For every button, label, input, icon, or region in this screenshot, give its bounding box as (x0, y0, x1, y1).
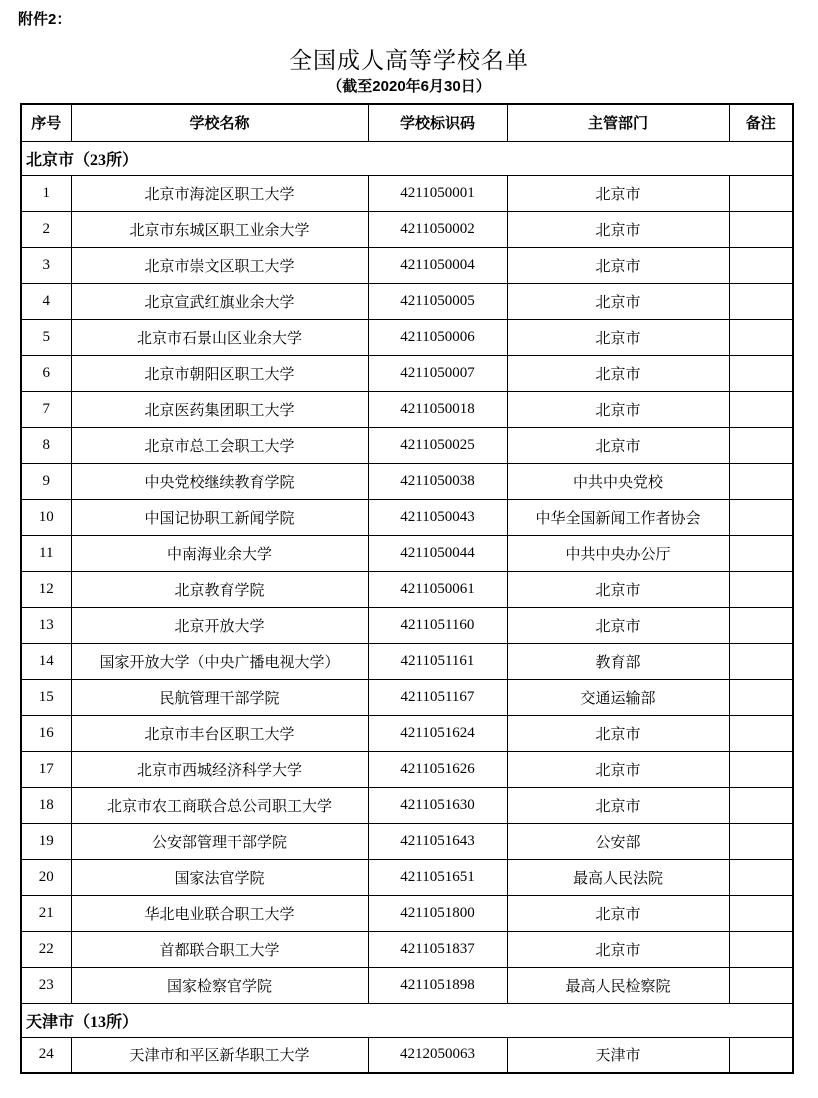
table-row (21, 967, 793, 1003)
cell-remark (729, 607, 793, 643)
cell-index: 13 (21, 607, 71, 643)
table-row (21, 571, 793, 607)
cell-remark (729, 175, 793, 211)
cell-index: 14 (21, 643, 71, 679)
cell-authority: 教育部 (507, 643, 729, 679)
table-row (21, 175, 793, 211)
cell-authority: 天津市 (507, 1037, 729, 1073)
cell-school-name: 北京市东城区职工业余大学 (71, 211, 368, 247)
school-table (20, 103, 794, 1074)
cell-school-code: 4211050006 (368, 319, 507, 355)
cell-school-code: 4211051643 (368, 823, 507, 859)
table-row (21, 787, 793, 823)
cell-index: 16 (21, 715, 71, 751)
page-title: 全国成人高等学校名单 (289, 48, 529, 73)
cell-index: 23 (21, 967, 71, 1003)
cell-index: 9 (21, 463, 71, 499)
cell-school-code: 4211051160 (368, 607, 507, 643)
cell-authority: 北京市 (507, 391, 729, 427)
table-row (21, 463, 793, 499)
cell-index: 2 (21, 211, 71, 247)
cell-school-code: 4211050005 (368, 283, 507, 319)
cell-index: 18 (21, 787, 71, 823)
cell-remark (729, 499, 793, 535)
cell-remark (729, 571, 793, 607)
cell-school-code: 4211051898 (368, 967, 507, 1003)
cell-remark (729, 535, 793, 571)
cell-authority: 北京市 (507, 751, 729, 787)
cell-authority: 北京市 (507, 787, 729, 823)
cell-school-code: 4211051167 (368, 679, 507, 715)
cell-school-name: 华北电业联合职工大学 (71, 895, 368, 931)
cell-school-code: 4211051161 (368, 643, 507, 679)
cell-school-name: 北京市农工商联合总公司职工大学 (71, 787, 368, 823)
cell-remark (729, 643, 793, 679)
cell-authority: 中共中央办公厅 (507, 535, 729, 571)
cell-remark (729, 283, 793, 319)
cell-authority: 北京市 (507, 355, 729, 391)
cell-authority: 北京市 (507, 283, 729, 319)
section-label: 北京市（23所） (21, 141, 793, 175)
section-row (21, 1003, 793, 1037)
cell-remark (729, 247, 793, 283)
cell-index: 7 (21, 391, 71, 427)
cell-school-name: 国家检察官学院 (71, 967, 368, 1003)
cell-school-code: 4211050025 (368, 427, 507, 463)
cell-school-name: 北京宣武红旗业余大学 (71, 283, 368, 319)
col-header-authority: 主管部门 (507, 104, 729, 141)
cell-school-name: 北京市崇文区职工大学 (71, 247, 368, 283)
col-header-remark: 备注 (729, 104, 793, 141)
cell-index: 5 (21, 319, 71, 355)
cell-index: 19 (21, 823, 71, 859)
cell-authority: 最高人民检察院 (507, 967, 729, 1003)
cell-remark (729, 463, 793, 499)
cell-authority: 北京市 (507, 715, 729, 751)
cell-index: 12 (21, 571, 71, 607)
cell-authority: 最高人民法院 (507, 859, 729, 895)
cell-school-name: 国家开放大学（中央广播电视大学） (71, 643, 368, 679)
cell-remark (729, 211, 793, 247)
cell-authority: 交通运输部 (507, 679, 729, 715)
table-row (21, 607, 793, 643)
cell-authority: 北京市 (507, 607, 729, 643)
cell-school-name: 北京市石景山区业余大学 (71, 319, 368, 355)
table-row (21, 391, 793, 427)
table-row (21, 499, 793, 535)
cell-school-name: 北京市海淀区职工大学 (71, 175, 368, 211)
cell-authority: 北京市 (507, 895, 729, 931)
cell-remark (729, 319, 793, 355)
cell-index: 20 (21, 859, 71, 895)
col-header-school-code: 学校标识码 (368, 104, 507, 141)
col-header-index: 序号 (21, 104, 71, 141)
table-header-row (21, 104, 793, 141)
cell-index: 10 (21, 499, 71, 535)
table-row (21, 823, 793, 859)
cell-school-code: 4211050043 (368, 499, 507, 535)
table-row (21, 247, 793, 283)
cell-remark (729, 967, 793, 1003)
cell-school-name: 北京市总工会职工大学 (71, 427, 368, 463)
cell-authority: 北京市 (507, 571, 729, 607)
cell-school-name: 中央党校继续教育学院 (71, 463, 368, 499)
cell-school-name: 国家法官学院 (71, 859, 368, 895)
cell-school-code: 4211050038 (368, 463, 507, 499)
cell-authority: 中共中央党校 (507, 463, 729, 499)
cell-remark (729, 895, 793, 931)
cell-school-name: 北京医药集团职工大学 (71, 391, 368, 427)
cell-school-code: 4211050002 (368, 211, 507, 247)
cell-school-code: 4211051837 (368, 931, 507, 967)
cell-remark (729, 679, 793, 715)
cell-school-code: 4211051651 (368, 859, 507, 895)
table-row (21, 283, 793, 319)
attachment-label: 附件2： (18, 11, 72, 28)
cell-school-name: 北京市丰台区职工大学 (71, 715, 368, 751)
cell-remark (729, 823, 793, 859)
table-row (21, 751, 793, 787)
cell-school-code: 4211051630 (368, 787, 507, 823)
cell-school-name: 中南海业余大学 (71, 535, 368, 571)
cell-authority: 北京市 (507, 931, 729, 967)
cell-index: 8 (21, 427, 71, 463)
section-label: 天津市（13所） (21, 1003, 793, 1037)
cell-school-name: 北京开放大学 (71, 607, 368, 643)
cell-index: 11 (21, 535, 71, 571)
table-row (21, 679, 793, 715)
cell-school-code: 4211050007 (368, 355, 507, 391)
cell-school-name: 北京教育学院 (71, 571, 368, 607)
cell-remark (729, 787, 793, 823)
cell-remark (729, 427, 793, 463)
col-header-school-name: 学校名称 (71, 104, 368, 141)
table-row (21, 931, 793, 967)
cell-remark (729, 715, 793, 751)
cell-remark (729, 391, 793, 427)
cell-authority: 北京市 (507, 175, 729, 211)
cell-school-code: 4211051800 (368, 895, 507, 931)
table-row (21, 355, 793, 391)
table-row (21, 427, 793, 463)
cell-school-code: 4211050061 (368, 571, 507, 607)
table-row (21, 211, 793, 247)
cell-school-code: 4212050063 (368, 1037, 507, 1073)
table-row (21, 319, 793, 355)
cell-authority: 中华全国新闻工作者协会 (507, 499, 729, 535)
cell-remark (729, 751, 793, 787)
table-row (21, 715, 793, 751)
cell-school-code: 4211051626 (368, 751, 507, 787)
cell-school-code: 4211050044 (368, 535, 507, 571)
section-row (21, 141, 793, 175)
cell-index: 17 (21, 751, 71, 787)
cell-authority: 公安部 (507, 823, 729, 859)
cell-school-name: 中国记协职工新闻学院 (71, 499, 368, 535)
page-subtitle: （截至2020年6月30日） (327, 78, 491, 95)
cell-school-name: 公安部管理干部学院 (71, 823, 368, 859)
cell-authority: 北京市 (507, 319, 729, 355)
cell-school-code: 4211050004 (368, 247, 507, 283)
cell-index: 21 (21, 895, 71, 931)
cell-remark (729, 1037, 793, 1073)
cell-authority: 北京市 (507, 247, 729, 283)
cell-school-code: 4211050001 (368, 175, 507, 211)
cell-school-name: 北京市朝阳区职工大学 (71, 355, 368, 391)
cell-index: 24 (21, 1037, 71, 1073)
cell-school-name: 首都联合职工大学 (71, 931, 368, 967)
table-row (21, 1037, 793, 1073)
cell-school-code: 4211051624 (368, 715, 507, 751)
cell-remark (729, 355, 793, 391)
cell-index: 6 (21, 355, 71, 391)
table-row (21, 859, 793, 895)
table-row (21, 535, 793, 571)
cell-school-name: 北京市西城经济科学大学 (71, 751, 368, 787)
cell-school-name: 天津市和平区新华职工大学 (71, 1037, 368, 1073)
cell-index: 22 (21, 931, 71, 967)
cell-remark (729, 931, 793, 967)
table-row (21, 895, 793, 931)
cell-authority: 北京市 (507, 211, 729, 247)
table-row (21, 643, 793, 679)
cell-index: 3 (21, 247, 71, 283)
cell-authority: 北京市 (507, 427, 729, 463)
cell-school-name: 民航管理干部学院 (71, 679, 368, 715)
cell-school-code: 4211050018 (368, 391, 507, 427)
cell-remark (729, 859, 793, 895)
cell-index: 15 (21, 679, 71, 715)
cell-index: 1 (21, 175, 71, 211)
cell-index: 4 (21, 283, 71, 319)
